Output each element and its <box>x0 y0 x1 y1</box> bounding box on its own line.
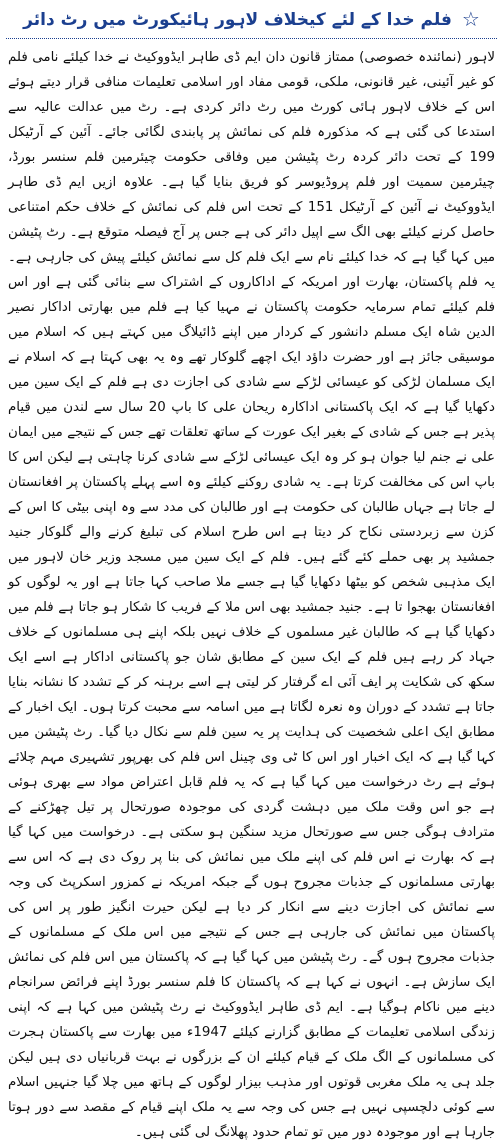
headline <box>6 0 497 39</box>
article-text: لاہور (نمائندہ خصوصی) ممتاز قانون دان ایم ڈی طاہر ایڈووکیٹ نے خدا کیلئے نامی فلم کو غیر آئینی، غیر قانونی، ملکی، قومی مفاد اور اسلامی تعلیمات منافی قرار دیتے ہوئے اس کے خلاف لاہور ہائی کورٹ میں رٹ دائر کردی ہے۔ رٹ میں عدالت عالیہ سے استدعا کی گئی ہے کہ مذکورہ فلم کی نمائش پر پابندی لگائی جائے۔ آئین کے آرٹیکل 199 کے تحت دائر کردہ رٹ پٹیشن میں وفاقی حکومت چیئرمین فلم سنسر بورڈ، چیئرمین سمیت اور فلم پروڈیوسر کو فریق بنایا گیا ہے۔ علاوہ ازیں ایم ڈی طاہر ایڈووکیٹ نے آئین کے آرٹیکل 151 کے تحت اس فلم کی نمائش کے خلاف حکم امتناعی حاصل کرنے کیلئے بھی الگ سے اپیل دائر کی ہے جس پر آج فیصلہ متوقع ہے۔ رٹ پٹیشن میں کہا گیا ہے کہ خدا کیلئے نام سے ایک فلم کل سے نمائش کیلئے پیش کی جارہی ہے۔ یہ فلم پاکستان، بھارت اور امریکہ کے اداکاروں کے اشتراک سے بنائی گئی ہے اور اس فلم کیلئے تمام سرمایہ حکومت پاکستان نے مہیا کیا ہے فلم میں بھارتی اداکار نصیر الدین شاہ ایک مسلم دانشور کے کردار میں اپنے ڈائیلاگ میں کہتے ہیں کہ اسلام میں موسیقی جائز ہے اور حضرت داؤد ایک اچھے گلوکار تھے وہ یہ بھی کہتا ہے کہ اسلام نے ایک مسلمان لڑکی کو عیسائی لڑکے سے شادی کی اجازت دی ہے فلم کے ایک سین میں دکھایا گیا ہے کہ ایک پاکستانی اداکارہ ریحان علی کا باپ 20 سال سے لندن میں قیام پذیر ہے جس کے شادی کے بغیر ایک عورت کے ساتھ تعلقات تھے جس کے نتیجے میں ایمان علی نے جنم لیا جوان ہو کر وہ ایک عیسائی لڑکے سے شادی کرنا چاہتی ہے لیکن اس کا باپ اس کی مخالفت کرتا ہے۔ یہ شادی روکنے کیلئے وہ اسے پہلے پاکستان پر افغانستان لے جاتا ہے جہاں طالبان کی حکومت ہے اور طالبان کی مدد سے وہ اپنی بیٹی کا اس کے کزن سے زبردستی نکاح کر دیتا ہے اس طرح اسلام کی تبلیغ کرنے والے گلوکار جنید جمشید پر بھی حملے کئے گئے ہیں۔ فلم کے ایک سین میں مسجد وزیر خان لاہور میں ایک مذہبی شخص کو بیٹھا دکھایا گیا ہے جسے ملا صاحب کہا جاتا ہے اور یہ لوگوں کو افغانستان بھجوا تا ہے۔ جنید جمشید بھی اس ملا کے فریب کا شکار ہو جاتا ہے فلم میں دکھایا گیا ہے کہ طالبان غیر مسلموں کے خلاف نہیں بلکہ اپنے ہی مسلمانوں کے خلاف جہاد کر رہے ہیں فلم کے ایک سین کے مطابق شان جو پاکستانی اداکار ہے اسے ایک سکھ کی شکایت پر ایف آئی اے گرفتار کر لیتی ہے اسے برہنہ کر کے تشدد کا نشانہ بنایا جاتا ہے تشدد کے دوران وہ نعرہ لگاتا ہے میں اسامہ سے محبت کرتا ہوں۔ ایک اخبار کے مطابق ایک اعلی شخصیت کی ہدایت پر یہ سین فلم سے نکال دیا گیا۔ رٹ پٹیشن میں کہا گیا ہے کہ ایک اخبار اور اس کا ٹی وی چینل اس فلم کی بھرپور تشہیری مہم چلائے ہوئے ہے رٹ درخواست میں کہا گیا ہے کہ یہ فلم قابل اعتراض مواد سے بھری ہوئی ہے جو اس وقت ملک میں دہشت گردی کی موجودہ صورتحال پر تیل چھڑکنے کے مترادف ہوگی جس سے صورتحال مزید سنگین ہو سکتی ہے۔ درخواست میں کہا گیا ہے کہ بھارت نے اس فلم کی اپنے ملک میں نمائش کی بنا پر روک دی ہے کہ اس سے بھارتی مسلمانوں کے جذبات مجروح ہوں گے جبکہ امریکہ نے کمزور اسکرپٹ کی وجہ سے نمائش کی اجازت دینے سے انکار کر دیا ہے لیکن حیرت انگیز طور پر اس کی پاکستان میں نمائش کی جارہی ہے جس کے نتیجے میں اس ملک کے مسلمانوں کے جذبات مجروح ہوں گے۔ رٹ پٹیشن میں کہا گیا ہے کہ پاکستان میں اس فلم کی نمائش ایک سازش ہے۔ انہوں نے کہا ہے کہ پاکستان کا فلم سنسر بورڈ اپنے فرائض سرانجام دینے میں ناکام ہوگیا ہے۔ ایم ڈی طاہر ایڈووکیٹ نے رٹ پٹیشن میں کہا ہے کہ اپنی زندگی اسلامی تعلیمات کے مطابق گزارنے کیلئے 1947ء میں بھارت سے پاکستان ہجرت کی مسلمانوں کے الگ ملک کے قیام کیلئے ان کے بزرگوں نے بہت قربانیاں دی ہیں لیکن جلد ہی یہ ملک مغربی قوتوں اور مذہب بیزار لوگوں کے ہاتھ میں چلا گیا جنہیں اسلام سے کوئی دلچسپی نہیں ہے جس کی وجہ سے یہ ملک اپنے قیام کے مقصد سے دور ہوتا جارہا ہے اور موجودہ دور میں تو تمام حدود پھلانگ لی گئی ہیں۔ <box>8 50 495 1140</box>
headline-title: فلم خدا کے لئے کیخلاف لاہور ہائیکورٹ میں رٹ دائر <box>23 9 452 30</box>
star-icon: ☆ <box>461 7 480 31</box>
article-body <box>0 39 503 1145</box>
